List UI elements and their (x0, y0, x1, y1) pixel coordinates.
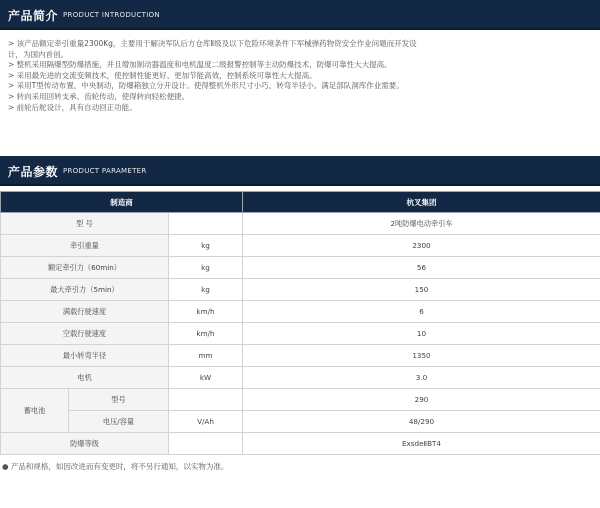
param-unit: mm (169, 345, 243, 367)
intro-line: > 转向采用回转支承、齿轮传动，使得转向轻松便捷。 (8, 91, 190, 101)
intro-section (0, 0, 600, 147)
table-row (1, 257, 600, 279)
param-name: 最大牵引力（5min） (1, 279, 169, 301)
param-value: 48/290 (243, 411, 600, 433)
params-title: 产品参数 (8, 164, 59, 179)
params-header (0, 156, 600, 186)
intro-line: > 前轮后舵设计，具有自动回正功能。 (8, 102, 137, 112)
param-unit: kW (169, 367, 243, 389)
intro-line: > 采用T型传动布置，中央制动，防爆箱独立分开设计。使得整机外形尺寸小巧，转弯半径小。满足部队洞库作业需要。 (8, 81, 404, 91)
intro-text (0, 30, 600, 147)
table-row (1, 213, 600, 235)
param-value: 290 (243, 389, 600, 411)
param-value: 56 (243, 257, 600, 279)
table-row (1, 367, 600, 389)
table-row (1, 279, 600, 301)
table-row (1, 433, 600, 455)
param-name: 电机 (1, 367, 169, 389)
param-value: 150 (243, 279, 600, 301)
footnote: ● 产品和规格，如因改进而有变更时，将不另行通知，以实物为准。 (2, 462, 229, 471)
param-unit: km/h (169, 301, 243, 323)
intro-subtitle: PRODUCT INTRODUCTION (63, 11, 160, 19)
param-unit: km/h (169, 323, 243, 345)
param-unit: kg (169, 279, 243, 301)
params-table (0, 191, 600, 455)
param-value: 10 (243, 323, 600, 345)
table-row (1, 345, 600, 367)
brand-header: 杭叉集团 (243, 192, 600, 213)
param-unit: V/Ah (169, 411, 243, 433)
intro-header (0, 0, 600, 30)
intro-title: 产品简介 (8, 8, 59, 23)
intro-line: 计，为国内首创。 (8, 49, 68, 59)
param-name: 最小转弯半径 (1, 345, 169, 367)
param-value: 2吨防爆电动牵引车 (243, 213, 600, 235)
param-value: 3.0 (243, 367, 600, 389)
params-section (0, 156, 600, 472)
param-name: 空载行驶速度 (1, 323, 169, 345)
param-value: 1350 (243, 345, 600, 367)
param-name: 电压/容量 (69, 411, 169, 433)
intro-line: > 整机采用隔爆型防爆措施，并且增加制动器温度和电机温度二级报警控制等主动防爆技术，防爆可靠性大大提高。 (8, 60, 392, 70)
param-name: 额定牵引力（60min） (1, 257, 169, 279)
param-value: ExsdeⅡBT4 (243, 433, 600, 455)
param-name: 牵引重量 (1, 235, 169, 257)
param-value: 6 (243, 301, 600, 323)
param-name: 型 号 (1, 213, 169, 235)
param-unit: kg (169, 257, 243, 279)
table-row (1, 411, 600, 433)
param-unit (169, 389, 243, 411)
table-row (1, 323, 600, 345)
param-unit (169, 213, 243, 235)
battery-label: 蓄电池 (1, 389, 69, 433)
param-unit (169, 433, 243, 455)
param-name: 防爆等级 (1, 433, 169, 455)
table-header-row (1, 192, 600, 213)
table-row (1, 235, 600, 257)
params-subtitle: PRODUCT PARAMETER (63, 167, 147, 175)
intro-line: > 该产品额定牵引重量2300Kg，主要用于解决军队后方仓库Ⅱ级及以下危险环境条件下军械弹药物资安全作业问题而开发设 (8, 39, 417, 48)
intro-line: > 采用最先进的交流变频技术，使控制性能更好、更加节能高效，控制系统可靠性大大提高。 (8, 70, 317, 80)
table-row (1, 301, 600, 323)
param-unit: kg (169, 235, 243, 257)
param-name: 型号 (69, 389, 169, 411)
param-name: 满载行驶速度 (1, 301, 169, 323)
manufacturer-header: 制造商 (1, 192, 243, 213)
param-value: 2300 (243, 235, 600, 257)
table-row (1, 389, 600, 411)
